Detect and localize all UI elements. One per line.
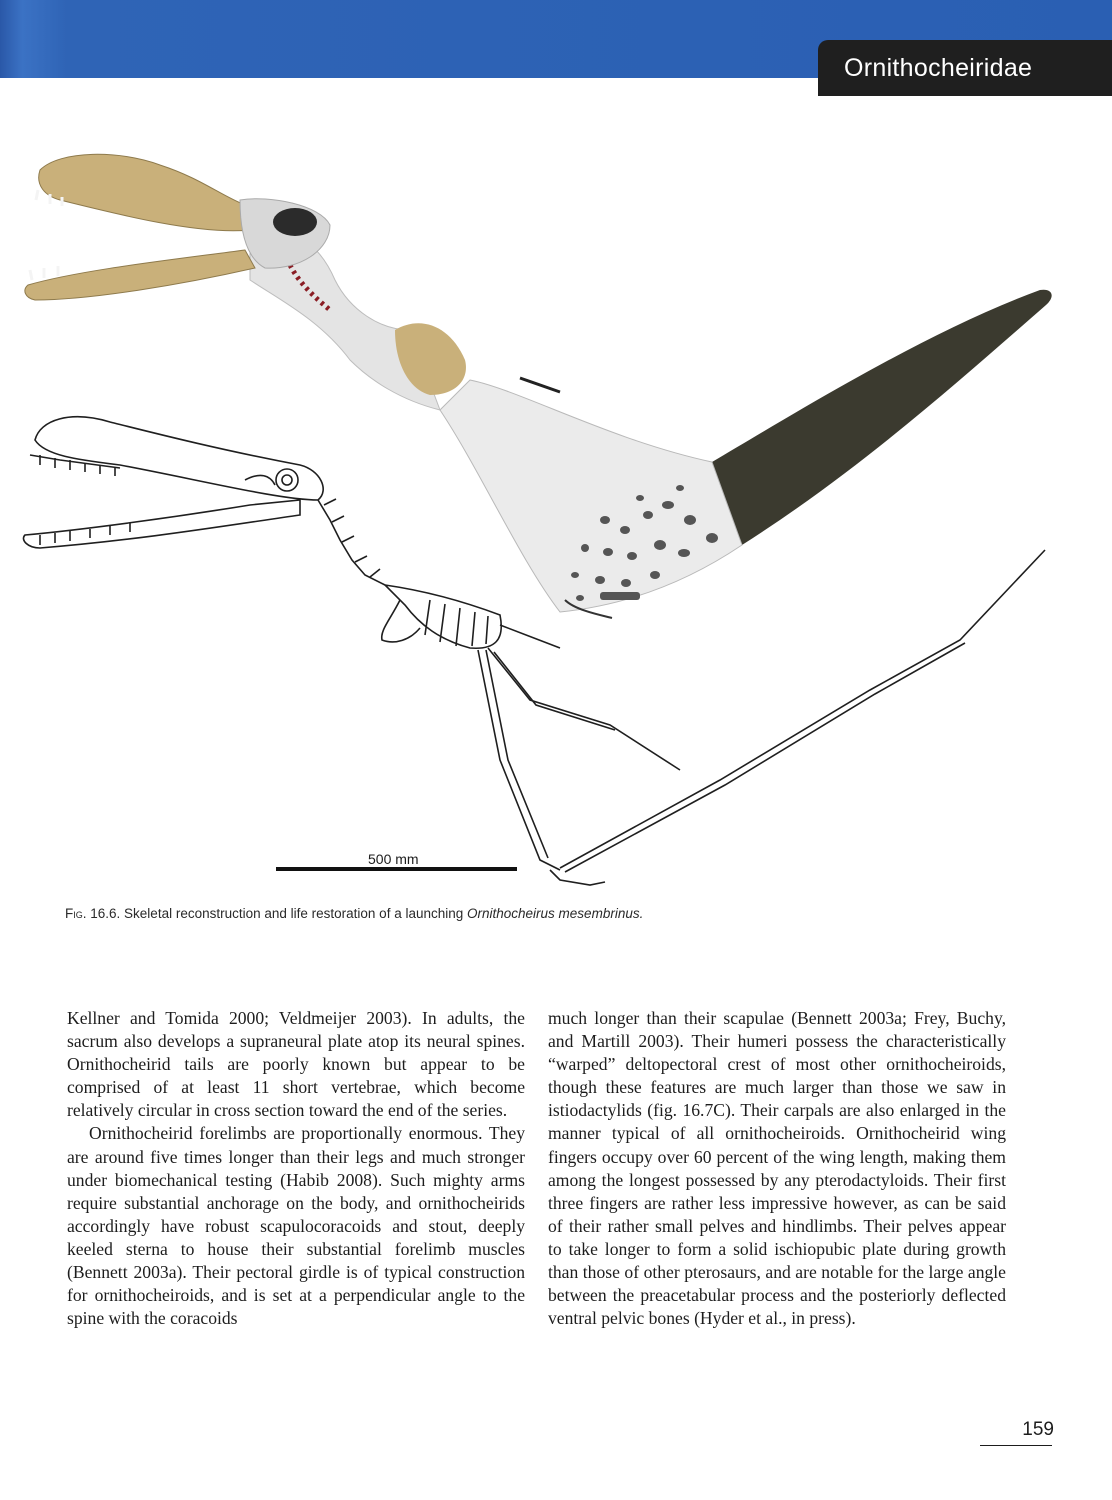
wing-membrane-dark — [712, 290, 1052, 545]
caption-label: Fig. 16.6. — [65, 906, 121, 921]
figure — [0, 100, 1112, 900]
page-number-rule — [980, 1445, 1052, 1446]
paragraph: Kellner and Tomida 2000; Veldmeijer 2003). In adults, the sacrum also develops a supraneural plate atop its neural spines. Ornithocheirid tails are poorly known but appear to be comprised of at least 11 short vertebrae, which become relatively circular in cross section toward the end of the series. — [67, 1008, 525, 1121]
caption-taxon: Ornithocheirus mesembrinus. — [467, 906, 644, 921]
upper-jaw — [39, 154, 250, 230]
teeth — [30, 190, 62, 280]
wing-base — [440, 380, 742, 612]
scale-bar — [276, 867, 517, 871]
left-column — [67, 1007, 525, 1330]
scale-bar-label: 500 mm — [368, 851, 419, 867]
right-column — [548, 1007, 1006, 1330]
page-number: 159 — [1022, 1419, 1054, 1440]
paragraph: Ornithocheirid forelimbs are proportionally enormous. They are around five times longer than their legs and much stronger under biomechanical testing (Habib 2008). Such mighty arms require substantial anchorage on the body, and ornithocheirids accordingly have robust scapulocoracoids and stout, deeply keeled sterna to house their substantial forelimb muscles (Bennett 2003a). Their pectoral girdle is of typical construction for ornithocheiroids, and is set at a perpendicular angle to the spine with the coracoids — [67, 1123, 525, 1329]
caption-text: Skeletal reconstruction and life restoration of a launching — [124, 906, 464, 921]
paragraph: much longer than their scapulae (Bennett 2003a; Frey, Buchy, and Martill 2003). Their humeri possess the characteristically “warped” deltopectoral crest of most other ornithocheiroids, though these features are much larger than those we saw in istiodactylids (fig. 16.7C). Their carpals are also enlarged in the manner typical of all ornithocheiroids. Ornithocheirid wing fingers occupy over 60 percent of the wing length, making them among the longest possessed by any pterodactyloids. Their first three fingers are rather less impressive however, as can be said of their rather small pelves and hindlimbs. Their pelves appear to take longer to form a solid ischiopubic plate during growth than those of other pterosaurs, and are notable for the large angle between the preacetabular process and the posteriorly deflected ventral pelvic bones (Hyder et al., in press). — [548, 1008, 1006, 1329]
figure-caption — [65, 906, 1065, 921]
pterosaur-illustration — [0, 100, 1112, 900]
section-title: Ornithocheiridae — [818, 40, 1112, 96]
eye-patch — [273, 208, 317, 236]
life-restoration — [25, 154, 1052, 618]
